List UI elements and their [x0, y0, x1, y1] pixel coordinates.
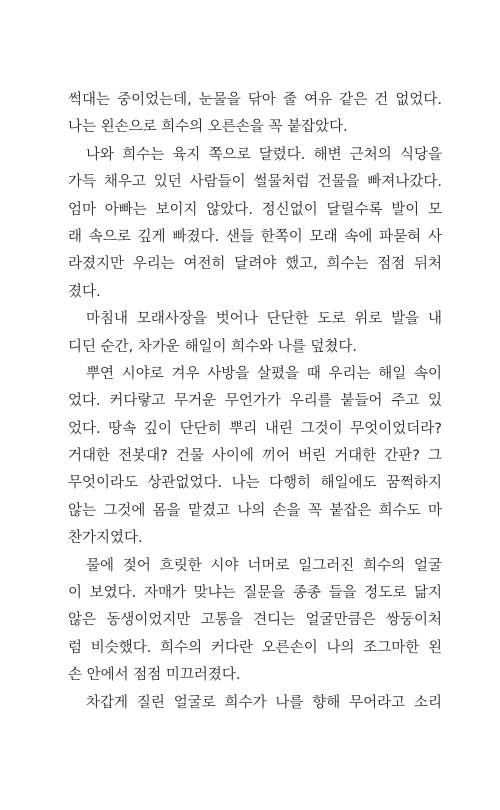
text-line: 엄마 아빠는 보이지 않았다. 정신없이 달릴수록 발이 모	[68, 201, 442, 218]
text-line: 나는 왼손으로 희수의 오른손을 꼭 붙잡았다.	[68, 119, 348, 136]
text-line: 무엇이라도 상관없었다. 나는 다행히 해일에도 꿈쩍하지	[68, 475, 442, 492]
text-line: 나와 희수는 육지 쪽으로 달렸다. 해변 근처의 식당을	[86, 146, 442, 163]
text-line: 가득 채우고 있던 사람들이 썰물처럼 건물을 빠져나갔다.	[68, 174, 442, 191]
body-text	[68, 87, 442, 717]
text-line: 않는 그것에 몸을 맡겼고 나의 손을 꼭 붙잡은 희수도 마	[68, 502, 442, 519]
text-line: 썩대는 중이었는데, 눈물을 닦아 줄 여유 같은 건 없었다.	[68, 92, 442, 108]
text-line: 디딘 순간, 차가운 해일이 희수와 나를 덮쳤다.	[68, 338, 357, 355]
text-line: 않은 동생이었지만 고통을 견디는 얼굴만큼은 쌍둥이처	[68, 612, 442, 629]
text-line: 찬가지였다.	[68, 530, 143, 547]
text-line: 라졌지만 우리는 여전히 달려야 했고, 희수는 점점 뒤처	[68, 256, 442, 273]
text-line: 손 안에서 점점 미끄러졌다.	[68, 667, 241, 684]
text-line: 었다. 커다랗고 무거운 무언가가 우리를 붙들어 주고 있	[68, 393, 442, 410]
text-line: 럼 비슷했다. 희수의 커다란 오른손이 나의 조그마한 왼	[68, 639, 442, 656]
text-line: 마침내 모래사장을 벗어나 단단한 도로 위로 발을 내	[86, 311, 442, 328]
text-line: 거대한 전봇대? 건물 사이에 끼어 버린 거대한 간판? 그	[68, 448, 442, 465]
text-line: 차갑게 질린 얼굴로 희수가 나를 향해 무어라고 소리	[86, 694, 442, 711]
text-line: 뿌연 시야로 겨우 사방을 살폈을 때 우리는 해일 속이	[86, 365, 442, 382]
text-line: 물에 젖어 흐릿한 시야 너머로 일그러진 희수의 얼굴	[86, 557, 442, 574]
text-line: 졌다.	[68, 283, 101, 300]
text-line: 이 보였다. 자매가 맞냐는 질문을 종종 들을 정도로 닮지	[68, 585, 442, 602]
text-line: 었다. 땅속 깊이 단단히 뿌리 내린 그것이 무엇이었더라?	[68, 420, 442, 437]
text-line: 래 속으로 깊게 빠졌다. 샌들 한쪽이 모래 속에 파묻혀 사	[68, 228, 442, 245]
